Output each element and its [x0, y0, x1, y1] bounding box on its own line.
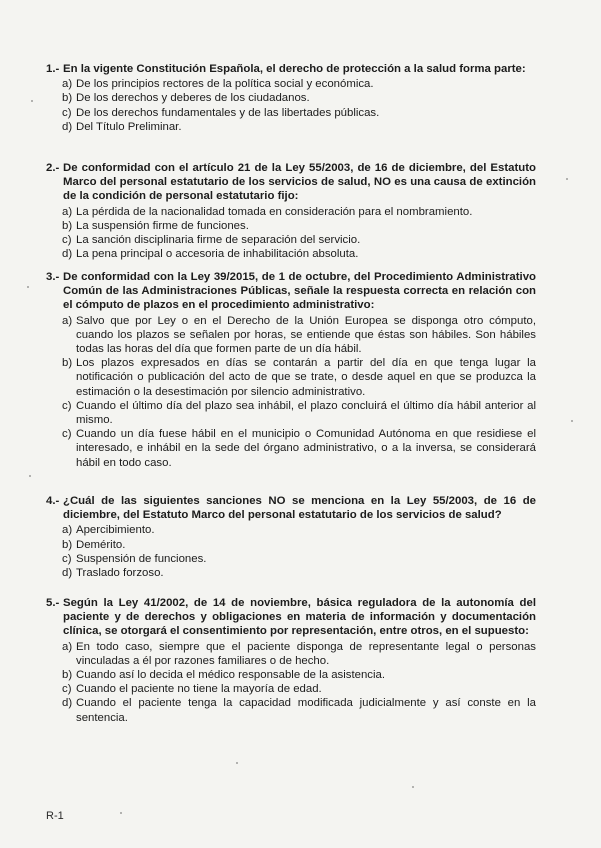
option-letter: c)	[62, 234, 72, 247]
option-letter: d)	[62, 567, 73, 580]
option-text: Los plazos expresados en días se contarán a partir del día en que tenga lugar la notificación o publicación del acto de que se trate, o desde aquel en que se produzca la estimación o la desestimación por silencio administrativo.	[76, 357, 536, 398]
option-b	[62, 356, 536, 399]
option-text: Cuando así lo decida el médico responsable de la asistencia.	[76, 669, 386, 682]
question-2-stem	[46, 161, 536, 204]
option-letter: d)	[62, 120, 73, 133]
option-b	[62, 219, 536, 233]
option-letter: a)	[62, 314, 73, 327]
option-a	[62, 205, 536, 219]
scan-speck	[29, 475, 31, 477]
option-c	[62, 552, 536, 566]
option-text: Salvo que por Ley o en el Derecho de la Unión Europea se disponga otro cómputo, cuando los plazos se señalen por horas, se entiende que éstas son hábiles. Son hábiles todas las horas del día que formen parte de un día hábil.	[76, 314, 536, 356]
scan-speck	[120, 812, 122, 814]
question-4-stem	[46, 494, 536, 522]
option-text: Cuando un día fuese hábil en el municipio o Comunidad Autónoma en que residiese el interesado, e inhábil en la sede del órgano administrativo, o a la inversa, se considerará hábil en todo caso.	[76, 428, 536, 469]
option-list	[62, 314, 536, 470]
option-letter: a)	[62, 640, 73, 653]
option-list	[62, 523, 536, 580]
option-text: Cuando el último día del plazo sea inhábil, el plazo concluirá el último día hábil anterior al mismo.	[76, 399, 536, 427]
option-text: En todo caso, siempre que el paciente disponga de representante legal o personas vinculadas a él por razones familiares o de hecho.	[76, 640, 536, 667]
scan-speck	[571, 420, 573, 422]
scan-speck	[31, 100, 33, 102]
scan-speck	[27, 286, 29, 288]
question-text: ¿Cuál de las siguientes sanciones NO se menciona en la Ley 55/2003, de 16 de diciembre, del Estatuto Marco del personal estatutario de los servicios de salud?	[63, 495, 536, 522]
option-text: Cuando el paciente tenga la capacidad modificada judicialmente y así conste en la sentencia.	[76, 697, 536, 724]
option-letter: c)	[62, 683, 72, 696]
question-number: 5.-	[46, 597, 60, 609]
option-text: La suspensión firme de funciones.	[76, 219, 249, 232]
question-number: 4.-	[46, 495, 60, 507]
scan-speck	[412, 786, 414, 788]
question-number: 1.-	[46, 63, 60, 75]
option-letter: c)	[62, 428, 72, 441]
option-letter: c)	[62, 106, 72, 119]
option-letter: c)	[62, 399, 72, 412]
option-c	[62, 682, 536, 696]
question-1	[46, 62, 536, 134]
option-text: Suspensión de funciones.	[76, 552, 207, 565]
question-text: De conformidad con el artículo 21 de la Ley 55/2003, de 16 de diciembre, del Estatuto Marco del personal estatutario de los servicios de salud, NO es una causa de extinción de la condición de personal estatutario fijo:	[63, 162, 536, 203]
option-letter: c)	[62, 552, 72, 565]
option-letter: b)	[62, 669, 73, 682]
scan-speck	[566, 178, 568, 180]
option-a	[62, 77, 536, 91]
option-letter: a)	[62, 205, 73, 218]
option-letter: d)	[62, 697, 73, 710]
page-code: R-1	[46, 810, 64, 822]
option-text: La pena principal o accesoria de inhabilitación absoluta.	[76, 248, 359, 261]
option-text: La sanción disciplinaria firme de separación del servicio.	[76, 234, 361, 247]
option-list	[62, 205, 536, 262]
option-text: Cuando el paciente no tiene la mayoría de edad.	[76, 683, 322, 696]
question-text: De conformidad con la Ley 39/2015, de 1 de octubre, del Procedimiento Administrativo Común de las Administraciones Públicas, señale la respuesta correcta en relación con el cómputo de plazos en el procedimiento administrativo:	[63, 271, 536, 312]
option-a	[62, 523, 536, 537]
option-a	[62, 314, 536, 357]
question-2	[46, 161, 536, 261]
option-d	[62, 696, 536, 724]
option-a	[62, 640, 536, 668]
option-c	[62, 106, 536, 120]
option-letter: b)	[62, 357, 73, 370]
option-letter: a)	[62, 524, 73, 537]
option-b	[62, 91, 536, 105]
question-number: 3.-	[46, 271, 60, 283]
option-letter: a)	[62, 78, 73, 91]
option-d	[62, 427, 536, 470]
option-text: Demérito.	[76, 538, 126, 551]
option-b	[62, 538, 536, 552]
option-text: La pérdida de la nacionalidad tomada en consideración para el nombramiento.	[76, 205, 473, 218]
option-text: De los principios rectores de la política social y económica.	[76, 78, 374, 91]
question-text: En la vigente Constitución Española, el derecho de protección a la salud forma parte:	[63, 63, 526, 75]
option-list	[62, 77, 536, 134]
option-letter: b)	[62, 92, 73, 105]
option-text: Traslado forzoso.	[76, 567, 164, 580]
option-c	[62, 399, 536, 427]
question-3	[46, 270, 536, 470]
question-5-stem	[46, 596, 536, 639]
option-letter: d)	[62, 248, 73, 261]
question-1-stem	[46, 62, 536, 76]
question-3-stem	[46, 270, 536, 313]
option-text: Del Título Preliminar.	[76, 120, 182, 133]
option-d	[62, 566, 536, 580]
option-text: De los derechos fundamentales y de las libertades públicas.	[76, 106, 380, 119]
option-d	[62, 120, 536, 134]
question-4	[46, 494, 536, 580]
option-b	[62, 668, 536, 682]
scan-speck	[236, 762, 238, 764]
question-number: 2.-	[46, 162, 60, 174]
option-text: De los derechos y deberes de los ciudadanos.	[76, 92, 310, 105]
option-letter: b)	[62, 538, 73, 551]
option-letter: b)	[62, 219, 73, 232]
option-c	[62, 233, 536, 247]
option-text: Apercibimiento.	[76, 524, 155, 537]
option-list	[62, 640, 536, 725]
option-d	[62, 247, 536, 261]
question-5	[46, 596, 536, 725]
question-text: Según la Ley 41/2002, de 14 de noviembre, básica reguladora de la autonomía del paciente y de derechos y obligaciones en materia de información y documentación clínica, se otorgará el consentimiento por representación, entre otros, en el supuesto:	[63, 597, 536, 638]
